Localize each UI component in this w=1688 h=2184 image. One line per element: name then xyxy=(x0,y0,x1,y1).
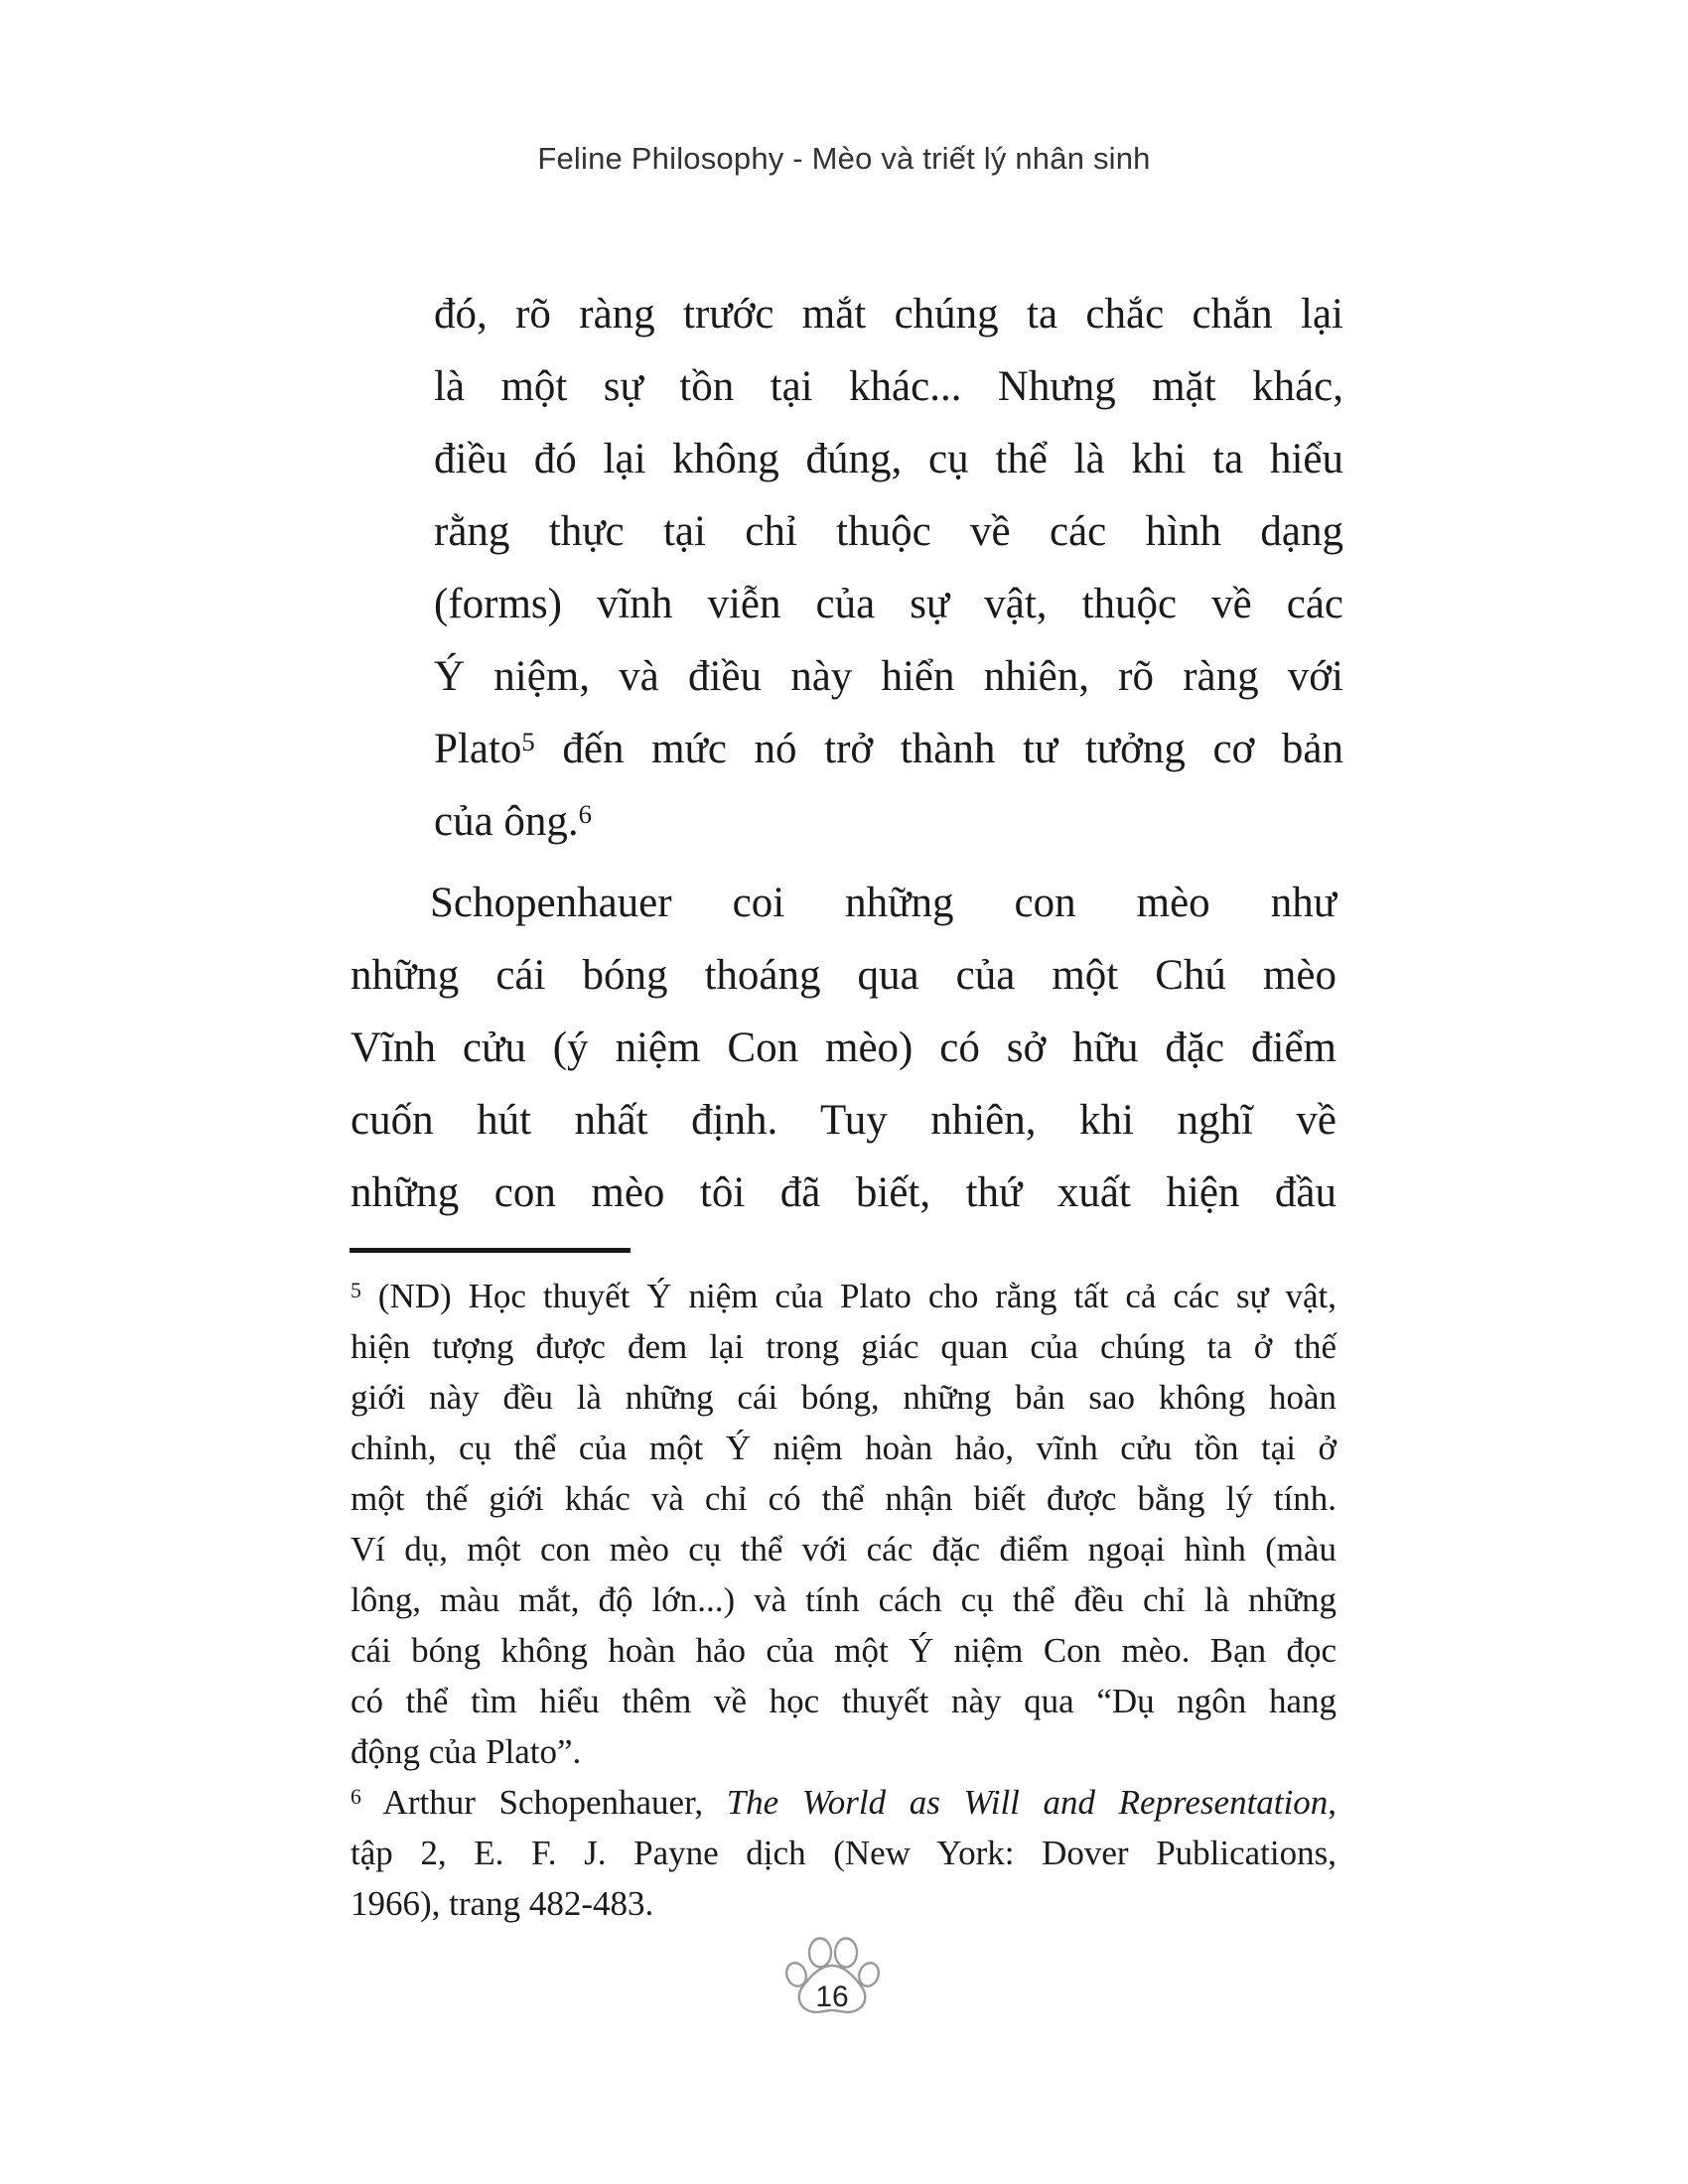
footnote-line: lông, màu mắt, độ lớn...) và tính cách cụ thể đều chỉ là những xyxy=(351,1580,1336,1619)
quote-line: là một sự tồn tại khác... Nhưng mặt khác, xyxy=(434,363,1343,410)
footnote-text: , xyxy=(1328,1783,1336,1822)
footnote-marker-6: 6 xyxy=(351,1785,361,1810)
paragraph-line: Schopenhauer coi những con mèo như xyxy=(430,880,1336,926)
quote-line: Ý niệm, và điều này hiển nhiên, rõ ràng với xyxy=(434,653,1343,700)
footnote-line: giới này đều là những cái bóng, những bản sao không hoàn xyxy=(351,1378,1336,1417)
footnote-ref-6: 6 xyxy=(578,799,592,830)
footnote-line: 1966), trang 482-483. xyxy=(351,1884,654,1923)
footnote-ref-5: 5 xyxy=(521,727,535,757)
paragraph-line: cuốn hút nhất định. Tuy nhiên, khi nghĩ về xyxy=(351,1097,1336,1144)
quote-text: của ông. xyxy=(434,798,579,845)
quote-text: Plato xyxy=(434,726,522,772)
footnote-separator xyxy=(350,1248,631,1253)
footnote-line: động của Plato”. xyxy=(351,1732,582,1771)
footnote-line xyxy=(351,1271,1336,1321)
quote-line: rằng thực tại chỉ thuộc về các hình dạng xyxy=(434,508,1343,555)
footnote-line: một thế giới khác và chỉ có thể nhận biết được bằng lý tính. xyxy=(351,1479,1336,1518)
quote-line xyxy=(434,713,1343,785)
footnote-line: chỉnh, cụ thể của một Ý niệm hoàn hảo, vĩnh cửu tồn tại ở xyxy=(351,1429,1336,1467)
paragraph-line: những cái bóng thoáng qua của một Chú mèo xyxy=(351,952,1336,999)
footnote-line: tập 2, E. F. J. Payne dịch (New York: Dover Publications, xyxy=(351,1834,1336,1872)
footnote-line: hiện tượng được đem lại trong giác quan của chúng ta ở thế xyxy=(351,1327,1336,1366)
footnote-line xyxy=(351,1777,1336,1828)
paragraph-line: Vĩnh cửu (ý niệm Con mèo) có sở hữu đặc điểm xyxy=(351,1024,1336,1071)
page-number: 16 xyxy=(815,1980,849,2013)
body-paragraph xyxy=(351,867,1336,1229)
quote-line xyxy=(434,785,1343,858)
block-quote xyxy=(434,278,1343,858)
footnote-line: cái bóng không hoàn hảo của một Ý niệm Con mèo. Bạn đọc xyxy=(351,1631,1336,1670)
quote-line: (forms) vĩnh viễn của sự vật, thuộc về các xyxy=(434,581,1343,627)
footnotes-section xyxy=(351,1271,1336,1929)
book-title: The World as Will and Representation xyxy=(726,1783,1329,1822)
footnote-text: Arthur Schopenhauer, xyxy=(360,1783,727,1822)
running-header: Feline Philosophy - Mèo và triết lý nhân sinh xyxy=(537,141,1151,176)
footnote-line: có thể tìm hiểu thêm về học thuyết này qua “Dụ ngôn hang xyxy=(351,1682,1336,1720)
quote-line: đó, rõ ràng trước mắt chúng ta chắc chắn lại xyxy=(434,291,1343,338)
footnote-line: Ví dụ, một con mèo cụ thể với các đặc điểm ngoại hình (màu xyxy=(351,1530,1336,1569)
quote-text: đến mức nó trở thành tư tưởng cơ bản xyxy=(534,726,1343,772)
footnote-marker-5: 5 xyxy=(351,1279,361,1303)
paragraph-line: những con mèo tôi đã biết, thứ xuất hiện đầu xyxy=(351,1169,1336,1216)
footnote-text: (ND) Học thuyết Ý niệm của Plato cho rằng tất cả các sự vật, xyxy=(360,1277,1336,1315)
quote-line: điều đó lại không đúng, cụ thể là khi ta hiểu xyxy=(434,436,1343,482)
